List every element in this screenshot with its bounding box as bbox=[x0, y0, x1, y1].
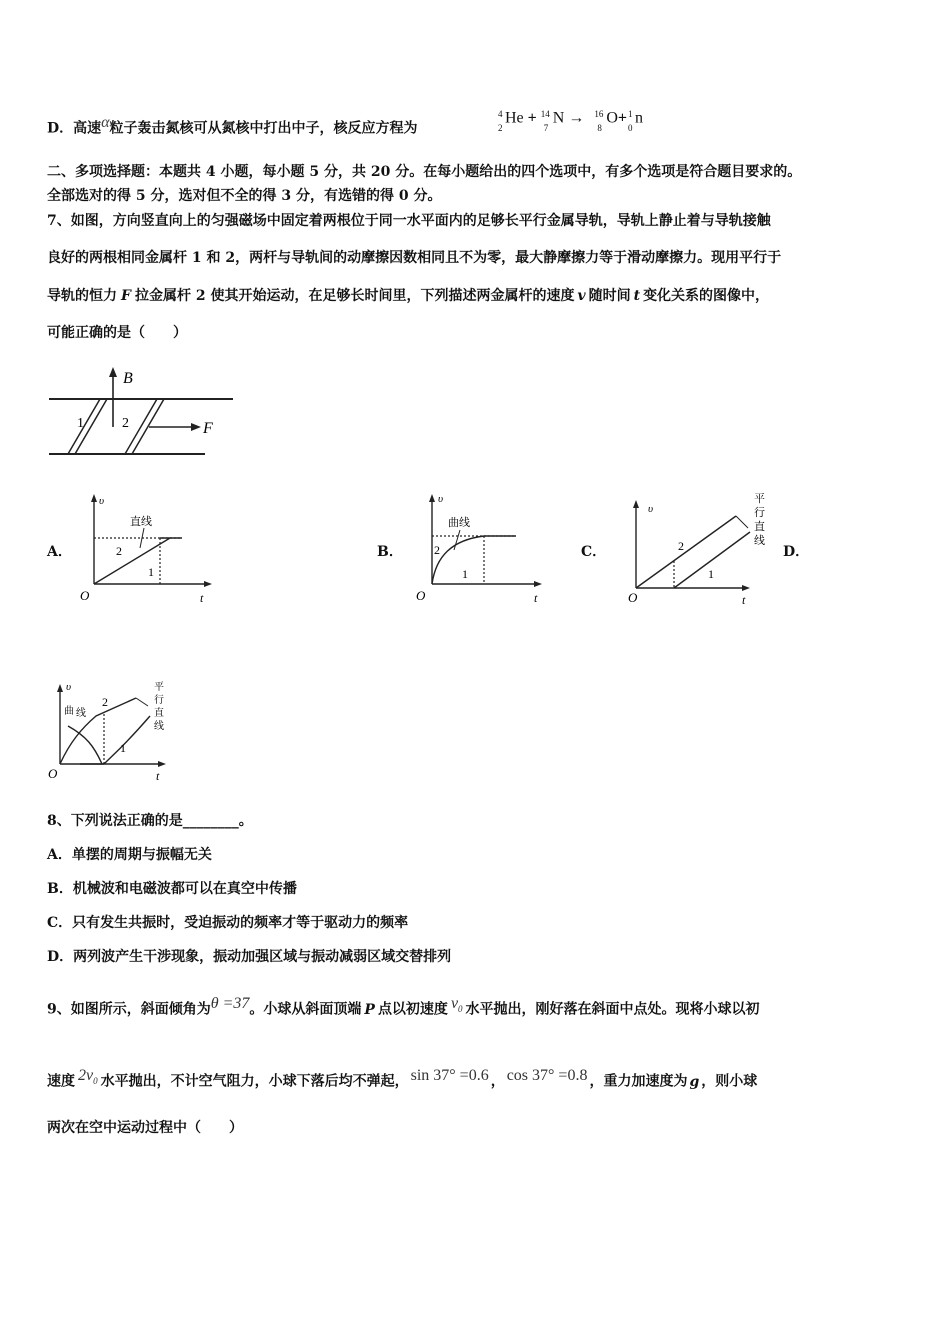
d-note-2: 直 bbox=[154, 708, 164, 719]
b-t-label: t bbox=[534, 591, 538, 602]
q7-l3a: 导轨的恒力 bbox=[47, 288, 117, 304]
b-field-label: B bbox=[123, 370, 133, 387]
q9-comma: ， bbox=[490, 1073, 505, 1090]
q7-t: t bbox=[633, 288, 641, 304]
a-series-1: 1 bbox=[148, 565, 154, 579]
section2-line1: 二、多项选择题：本题共 4 小题，每小题 5 分，共 20 分。在每小题给出的四个选项中，有多个选项是符合题目要求的。 bbox=[47, 164, 802, 180]
q6d-text: 粒子轰击氮核可从氮核中打出中子，核反应方程为 bbox=[109, 120, 418, 137]
neutron-charge: 0 bbox=[628, 123, 633, 133]
n-symbol: N bbox=[552, 109, 565, 127]
plus-1: + bbox=[527, 109, 537, 127]
q7-option-c-graph[interactable] bbox=[622, 488, 782, 604]
d-origin: O bbox=[48, 766, 58, 780]
o-charge: 8 bbox=[597, 123, 602, 133]
q9-l1b: 。小球从斜面顶端 bbox=[249, 1001, 362, 1018]
d-note-1: 行 bbox=[154, 695, 164, 706]
c-note-1: 行 bbox=[754, 507, 765, 519]
q7-v: v bbox=[577, 288, 586, 304]
q9-line3: 两次在空中运动过程中（ ） bbox=[47, 1120, 243, 1136]
c-series-1: 1 bbox=[708, 567, 714, 581]
b-series-2: 2 bbox=[434, 543, 440, 557]
rod1-label: 1 bbox=[77, 416, 84, 431]
c-note-2: 直 bbox=[754, 521, 765, 533]
d-curve-note-0: 曲 bbox=[64, 706, 74, 717]
a-origin: O bbox=[80, 588, 90, 603]
q9-l1d: 水平抛出，刚好落在斜面中点处。现将小球以初 bbox=[465, 1001, 760, 1018]
c-note-0: 平 bbox=[754, 493, 765, 505]
q9-2v0 bbox=[78, 1067, 98, 1087]
q9-v0 bbox=[450, 995, 463, 1015]
d-t-label: t bbox=[156, 769, 160, 780]
q9-l2d: ，则小球 bbox=[701, 1073, 758, 1090]
a-v-label: υ bbox=[99, 495, 105, 507]
rod2-label: 2 bbox=[122, 416, 129, 431]
neutron-mass: 1 bbox=[628, 109, 633, 119]
q7-l3d: 变化关系的图像中， bbox=[643, 288, 770, 304]
arrow: → bbox=[568, 109, 585, 127]
q6d-prefix: D．高速 bbox=[47, 120, 102, 137]
q7-line3 bbox=[47, 286, 769, 306]
q7-line4: 可能正确的是（ ） bbox=[47, 325, 187, 341]
he-charge: 2 bbox=[498, 123, 503, 133]
d-note-3: 线 bbox=[154, 721, 164, 732]
alpha-symbol: α bbox=[101, 114, 110, 131]
d-series-2: 2 bbox=[102, 695, 108, 709]
q7-option-d-graph[interactable] bbox=[44, 676, 184, 780]
o-symbol: O bbox=[606, 109, 618, 127]
q9-2v0-subscript: 0 bbox=[93, 1076, 98, 1087]
q9-l2b: 水平抛出，不计空气阻力，小球下落后均不弹起， bbox=[100, 1073, 409, 1090]
section2-line2: 全部选对的得 5 分，选对但不全的得 3 分，有选错的得 0 分。 bbox=[47, 188, 442, 204]
q8-option-a[interactable]: A．单摆的周期与振幅无关 bbox=[47, 847, 212, 863]
a-series-2: 2 bbox=[116, 544, 122, 558]
q9-v0-symbol: v bbox=[450, 995, 459, 1012]
c-v-label: υ bbox=[648, 503, 654, 515]
a-t-label: t bbox=[200, 591, 204, 604]
q7-option-d-label[interactable]: D． bbox=[783, 544, 810, 560]
q8-option-b[interactable]: B．机械波和电磁波都可以在真空中传播 bbox=[47, 881, 297, 897]
b-note: 曲线 bbox=[448, 517, 470, 529]
q7-line1: 7、如图，方向竖直向上的匀强磁场中固定着两根位于同一水平面内的足够长平行金属导轨，导轨上静止着与导轨接触 bbox=[47, 213, 771, 229]
q7-option-b-label[interactable]: B． bbox=[377, 544, 403, 560]
q7-option-b-graph[interactable] bbox=[412, 490, 552, 602]
q7-rails-figure bbox=[45, 365, 240, 461]
o-mass: 16 bbox=[594, 109, 604, 119]
c-series-2: 2 bbox=[678, 539, 684, 553]
q7-l3c: 随时间 bbox=[588, 288, 631, 304]
q7-option-a-graph[interactable] bbox=[74, 492, 214, 604]
q6-option-d bbox=[47, 113, 418, 139]
b-series-1: 1 bbox=[462, 567, 468, 581]
q9-l2a: 速度 bbox=[47, 1073, 75, 1090]
q9-l2c: ，重力加速度为 bbox=[589, 1073, 688, 1090]
q9-l1c: 点以初速度 bbox=[377, 1001, 448, 1018]
q9-line2 bbox=[47, 1066, 757, 1092]
q9-2v0-symbol: 2v bbox=[78, 1067, 94, 1084]
q9-l1a: 9、如图所示，斜面倾角为 bbox=[47, 1001, 211, 1018]
q6d-nuclear-equation bbox=[497, 104, 643, 134]
he-symbol: He bbox=[505, 109, 524, 127]
q7-line2: 良好的两根相同金属杆 1 和 2，两杆与导轨间的动摩擦因数相同且不为零，最大静摩擦力等于滑动摩擦力。现用平行于 bbox=[47, 250, 782, 266]
q9-line1 bbox=[47, 994, 760, 1020]
q7-option-a-label[interactable]: A． bbox=[47, 544, 72, 560]
n-mass: 14 bbox=[540, 109, 550, 119]
c-note-3: 线 bbox=[754, 535, 765, 547]
q8-option-c[interactable]: C．只有发生共振时，受迫振动的频率才等于驱动力的频率 bbox=[47, 915, 409, 931]
c-origin: O bbox=[628, 590, 638, 604]
q9-sin: sin 37° =0.6 bbox=[410, 1067, 489, 1084]
d-curve-note-1: 线 bbox=[76, 708, 86, 719]
d-note-0: 平 bbox=[154, 682, 164, 693]
q9-g: g bbox=[689, 1073, 700, 1090]
force-label: F bbox=[203, 420, 213, 437]
d-series-1: 1 bbox=[120, 741, 126, 755]
b-origin: O bbox=[416, 588, 426, 602]
n-charge: 7 bbox=[543, 123, 549, 133]
q9-P: P bbox=[364, 1001, 375, 1018]
q8-option-d[interactable]: D．两列波产生干涉现象，振动加强区域与振动减弱区域交替排列 bbox=[47, 949, 452, 965]
c-t-label: t bbox=[742, 593, 746, 604]
q7-option-c-label[interactable]: C． bbox=[581, 544, 607, 560]
d-v-label: υ bbox=[66, 681, 72, 693]
q9-cos: cos 37° =0.8 bbox=[506, 1067, 588, 1084]
plus-2: + bbox=[617, 109, 628, 127]
he-mass: 4 bbox=[498, 109, 503, 119]
b-v-label: υ bbox=[438, 493, 444, 505]
q7-F: F bbox=[121, 288, 131, 304]
q8-stem: 8、下列说法正确的是________。 bbox=[47, 813, 253, 829]
neutron-symbol: n bbox=[635, 109, 644, 127]
q9-theta: θ =37 bbox=[210, 995, 250, 1012]
q7-l3b: 拉金属杆 2 使其开始运动，在足够长时间里，下列描述两金属杆的速度 bbox=[134, 288, 575, 304]
a-note: 直线 bbox=[130, 516, 152, 528]
q9-v0-subscript: 0 bbox=[458, 1004, 463, 1015]
